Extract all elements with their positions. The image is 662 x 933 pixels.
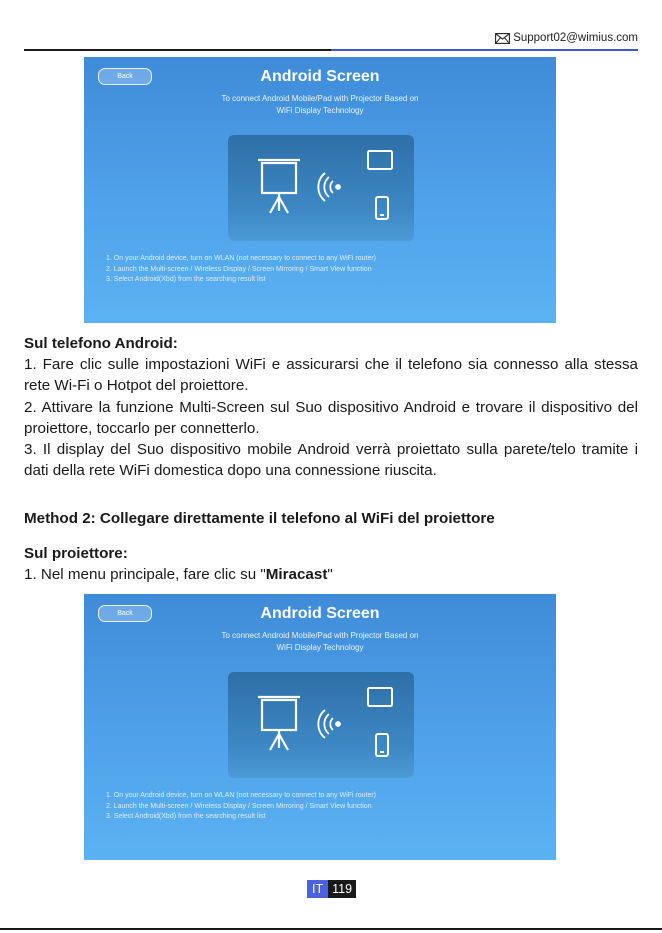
tablet-icon: [368, 688, 392, 706]
section-android-phone: [24, 333, 638, 481]
footer-divider: [0, 928, 662, 930]
android-screen-screenshot-2: [84, 594, 556, 860]
method-heading: Method 2: Collegare direttamente il telefono al WiFi del proiettore: [24, 510, 495, 527]
section-heading: Sul telefono Android:: [24, 335, 178, 352]
language-code: IT: [307, 880, 328, 898]
connection-illustration: [228, 135, 414, 241]
back-button: Back: [98, 605, 152, 622]
android-screen-screenshot-1: [84, 57, 556, 323]
tablet-icon: [368, 151, 392, 169]
screenshot-step: 3. Select Android(Xbd) from the searching result list: [106, 276, 266, 283]
screenshot-subtitle: To connect Android Mobile/Pad with Projector Based on WiFi Display Technology: [221, 631, 419, 652]
screenshot-step: 2. Launch the Multi-screen / Wireless Display / Screen Mirroring / Smart View function: [106, 265, 372, 273]
screenshot-subtitle: To connect Android Mobile/Pad with Projector Based on WiFi Display Technology: [221, 94, 419, 115]
screenshot-title: Android Screen: [260, 68, 380, 85]
projector-screen-icon: [258, 697, 300, 750]
phone-icon: [376, 197, 388, 219]
section-projector: [24, 543, 638, 585]
header-divider: [24, 49, 638, 51]
screenshot-steps: [106, 254, 546, 286]
support-email: Support02@wimius.com: [513, 32, 638, 44]
projector-screen-icon: [258, 160, 300, 213]
projector-step-1: 1. Nel menu principale, fare clic su "Miracast": [24, 566, 333, 584]
screenshot-step: 3. Select Android(Xbd) from the searching result list: [106, 813, 266, 820]
screenshot-step: 2. Launch the Multi-screen / Wireless Display / Screen Mirroring / Smart View function: [106, 802, 372, 810]
screenshot-step: 1. On your Android device, turn on WLAN (not necessary to connect to any WiFi router): [106, 255, 377, 262]
page-number-badge: [307, 880, 356, 898]
screenshot-step: 1. On your Android device, turn on WLAN (not necessary to connect to any WiFi router): [106, 792, 377, 799]
phone-icon: [376, 734, 388, 756]
connection-illustration: [228, 672, 414, 778]
projector-heading: Sul proiettore:: [24, 545, 128, 562]
header-email: [495, 32, 638, 44]
back-button: Back: [98, 68, 152, 85]
screenshot-steps: [106, 791, 546, 823]
mail-icon: [495, 33, 510, 44]
wireless-signal-icon: [318, 710, 340, 738]
paragraph-step-2: 2. Attivare la funzione Multi-Screen sul Suo dispositivo Android e trovare il dispositivo del proiettore, toccarlo per connetterlo.: [24, 398, 638, 437]
paragraph-step-3: 3. Il display del Suo dispositivo mobile Android verrà proiettato sulla parete/telo tramite i dati della rete WiFi domestica dopo una connessione riuscita.: [24, 441, 638, 480]
miracast-label: Miracast: [265, 566, 328, 584]
screenshot-title: Android Screen: [260, 605, 380, 622]
section-method-2: [24, 508, 638, 529]
wireless-signal-icon: [318, 173, 340, 201]
page-number: 119: [328, 880, 356, 898]
paragraph-step-1: 1. Fare clic sulle impostazioni WiFi e assicurarsi che il telefono sia connesso alla stessa rete Wi-Fi o Hotpot del proiettore.: [24, 356, 638, 395]
